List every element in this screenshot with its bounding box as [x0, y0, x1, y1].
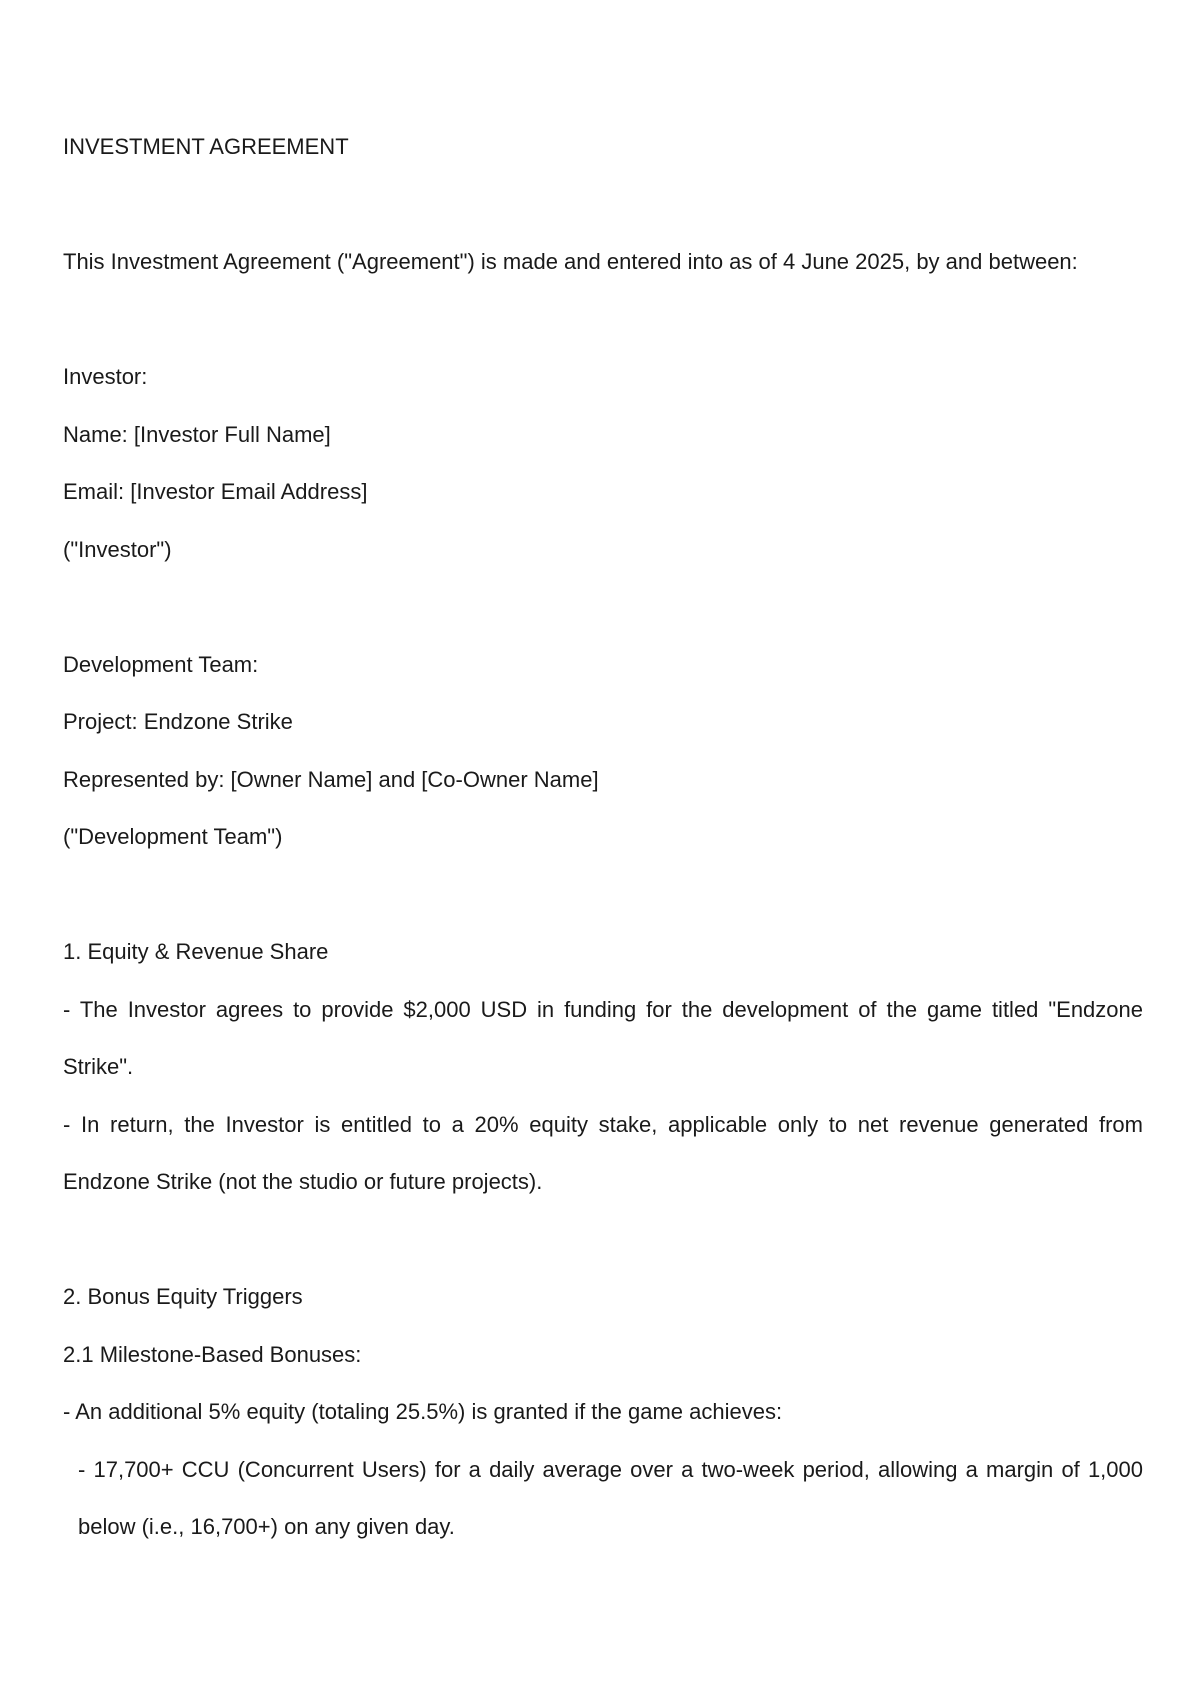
spacer — [63, 291, 1143, 349]
section-1-heading: 1. Equity & Revenue Share — [63, 939, 329, 964]
section-2-subpoint-1: - 17,700+ CCU (Concurrent Users) for a daily average over a two-week period, allowing a margin of 1,000 below (i.e., 16,700+) on any given day. — [78, 1456, 1143, 1539]
represented-by-line: Represented by: [Owner Name] and [Co-Owner Name] — [63, 766, 599, 792]
investor-name-line: Name: [Investor Full Name] — [63, 421, 331, 447]
investor-heading: Investor: — [63, 364, 148, 389]
spacer — [63, 1211, 1143, 1269]
development-team-heading: Development Team: — [63, 651, 259, 677]
intro-paragraph: This Investment Agreement ("Agreement") is made and entered into as of 4 June 2025, by and between: — [63, 249, 1078, 274]
spacer — [63, 866, 1143, 924]
development-team-label: ("Development Team") — [63, 824, 283, 849]
section-1-point-2: - In return, the Investor is entitled to a 20% equity stake, applicable only to net revenue generated from Endzone Strike (not the studio or future projects). — [63, 1111, 1143, 1194]
section-2-point-1: - An additional 5% equity (totaling 25.5%) is granted if the game achieves: — [63, 1399, 783, 1424]
agreement-body — [63, 118, 1143, 1556]
investor-label: ("Investor") — [63, 536, 172, 562]
project-line: Project: Endzone Strike — [63, 709, 293, 734]
investor-email-line: Email: [Investor Email Address] — [63, 479, 368, 504]
section-2-1-subheading: 2.1 Milestone-Based Bonuses: — [63, 1341, 362, 1367]
spacer — [63, 176, 1143, 234]
document-title: INVESTMENT AGREEMENT — [63, 134, 349, 159]
section-1-point-1: - The Investor agrees to provide $2,000 USD in funding for the development of the game titled "Endzone Strike". — [63, 996, 1143, 1079]
section-2-heading: 2. Bonus Equity Triggers — [63, 1284, 303, 1309]
spacer — [63, 578, 1143, 636]
